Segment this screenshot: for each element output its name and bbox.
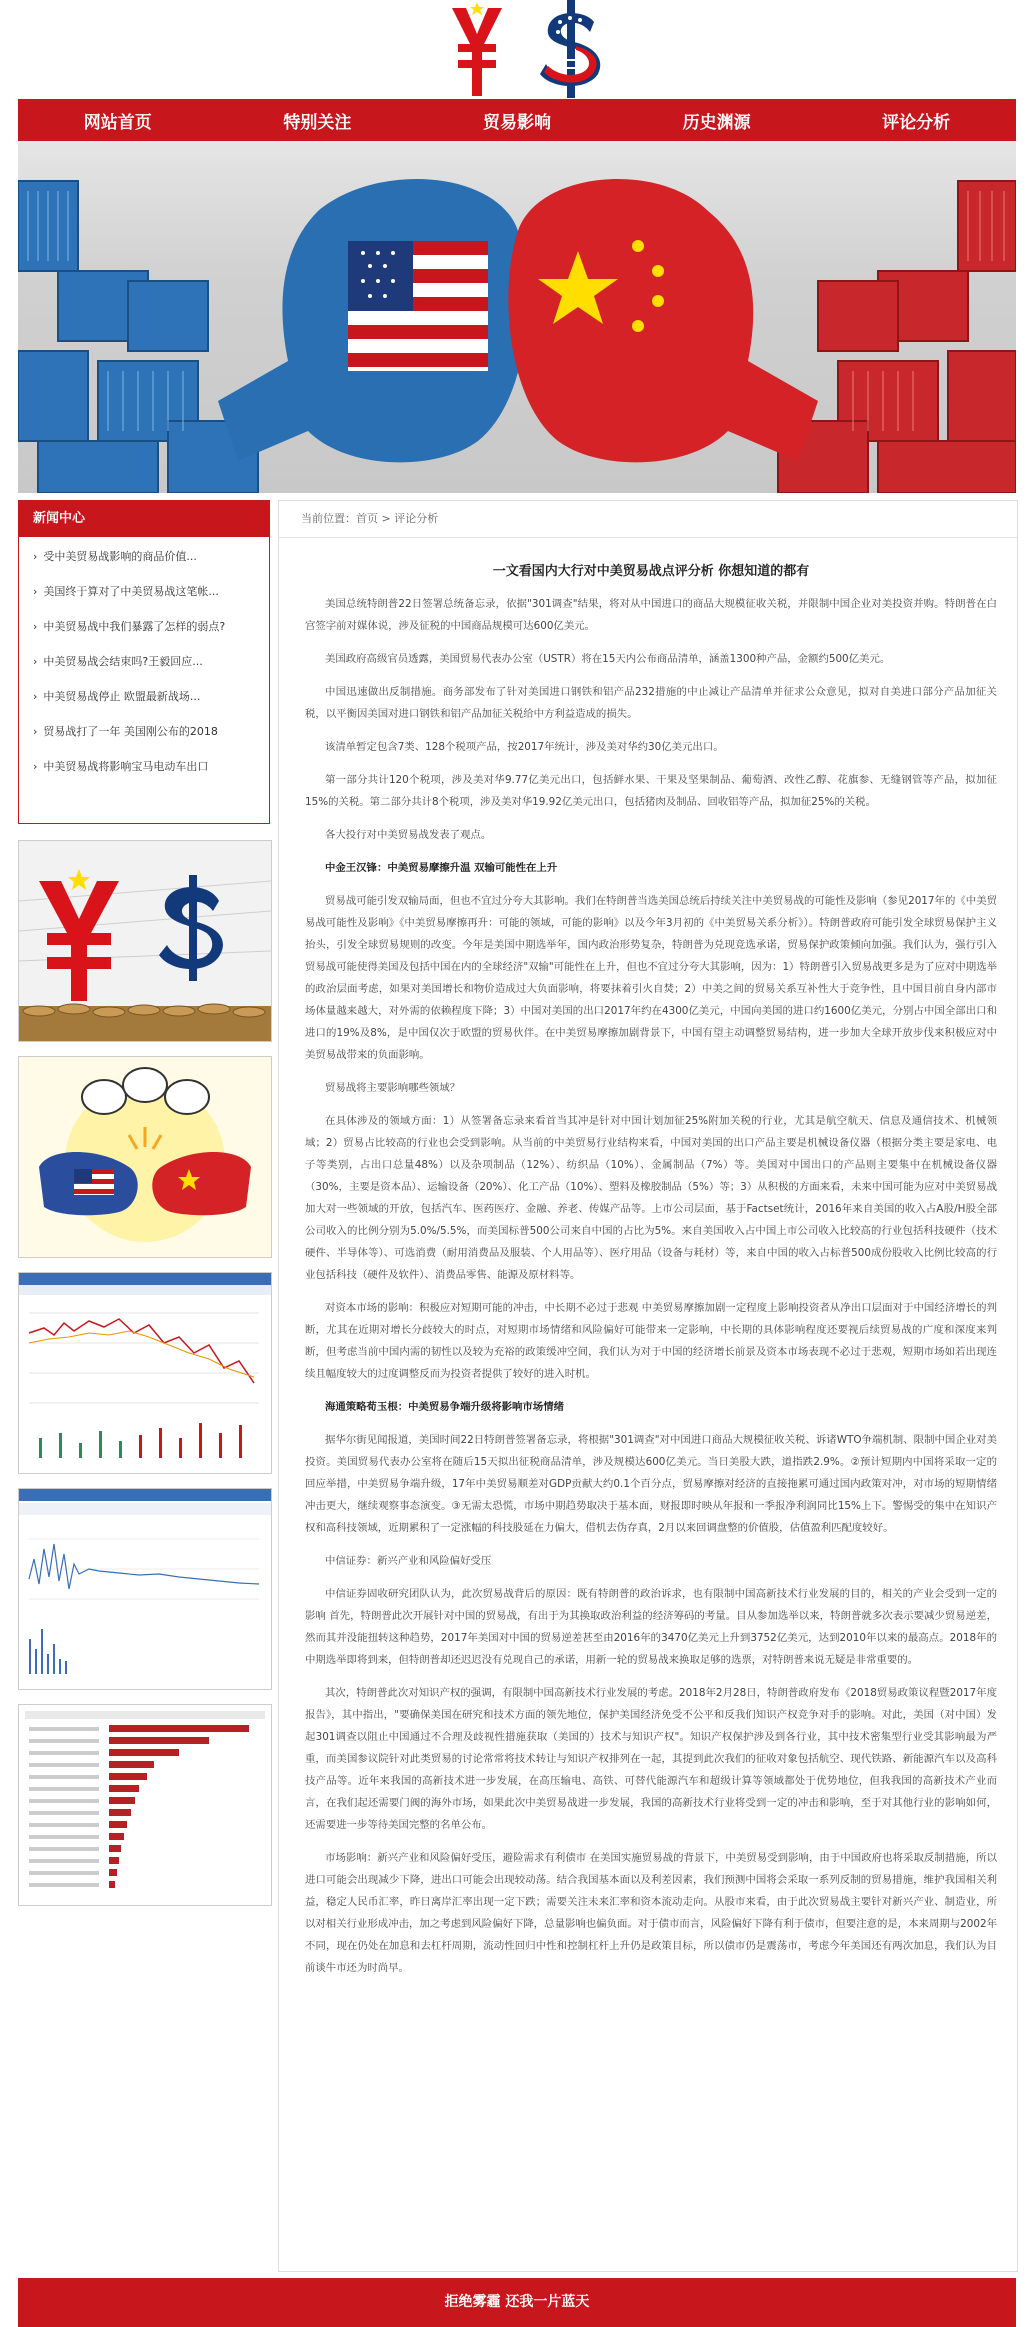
news-item[interactable]: › 中美贸易战将影响宝马电动车出口: [33, 759, 253, 774]
news-item[interactable]: › 美国终于算对了中美贸易战这笔帐...: [33, 584, 253, 599]
news-item[interactable]: › 中美贸易战停止 欧盟最新战场...: [33, 689, 253, 704]
nav-history[interactable]: 历史渊源: [682, 112, 751, 133]
news-item[interactable]: › 受中美贸易战影响的商品价值...: [33, 549, 253, 564]
sidebar-image-currency[interactable]: [18, 840, 272, 1042]
sidebar-image-stock-chart[interactable]: [18, 1272, 272, 1474]
article-paragraph: 中信证券固收研究团队认为，此次贸易战背后的原因：既有特朗普的政治诉求，也有限制中国高新技术行业发展的目的，相关的产业会受到一定的影响 首先，特朗普此次开展针对中国的贸易战，有出于为其换取政治利益的经济筹码的考量。目从参加选举以来，特朗普就多次表示要减少贸易逆差，然而其并没能扭转这种趋势，2017年美国对中国的贸易逆差甚至由2016年的3470亿美元上升到3752亿美元，达到2010年以来的最高点。2018年的中期选举即将到来，但特朗普却还迟迟没有兑现自己的承诺，用新一轮的贸易战来换取足够的选票，对特朗普来说无疑是非常重要的。: [305, 1588, 997, 1666]
article-paragraph: 其次，特朗普此次对知识产权的强调，有限制中国高新技术行业发展的考虑。2018年2月28日，特朗普政府发布《2018贸易政策议程暨2017年度报告》，其中指出，"要确保美国在研究和技术方面的领先地位，保护美国经济免受不公平和反我们知识产权竞争对手的影响。对此，美国（对中国）发起301调查以阻止中国通过不合理及歧视性措施获取（美国的）技术与知识产权"。知识产权保护涉及到各行业，其中技术密集型行业受其影响最为严重，而美国参议院针对此类贸易的讨论常常将技术转让与知识产权排列在一起，其提到此次我们的征收对象包括航空、现代铁路、新能源汽车以及高科技产品等。近年来我国的高新技术进一步发展，在高压输电、高铁、可替代能源汽车和超级计算等领域都处于优势地位，但我我国的高新技术产业而言，在我们起还需要门阀的海外市场，如果此次中美贸易战进一步发展，我国的高新技术行业将受到一定的冲击和影响，至于对其他行业的影响如何，还需要进一步等待美国完整的名单公布。: [305, 1687, 997, 1831]
article-paragraph: 该清单暂定包含7类、128个税项产品，按2017年统计，涉及美对华约30亿美元出口。: [325, 741, 724, 753]
article-paragraph: 美国政府高级官员透露，美国贸易代表办公室（USTR）将在15天内公布商品清单，涵盖1300种产品，金额约500亿美元。: [325, 653, 891, 665]
news-list: [19, 537, 269, 774]
article-body: [305, 593, 997, 1979]
article-paragraph: 第一部分共计120个税项，涉及美对华9.77亿美元出口，包括鲜水果、干果及坚果制品、葡萄酒、改性乙醇、花旗参、无缝钢管等产品，拟加征15%的关税。第二部分共计8个税项，涉及美对华19.92亿美元出口，包括猪肉及制品、回收铝等产品，拟加征25%的关税。: [305, 774, 997, 808]
news-item[interactable]: › 中美贸易战中我们暴露了怎样的弱点?: [33, 619, 253, 634]
article-paragraph: 各大投行对中美贸易战发表了观点。: [325, 829, 492, 841]
trade-war-cartoon-image: [19, 1057, 271, 1257]
currency-coins-image: [19, 841, 271, 1041]
news-item[interactable]: › 贸易战打了一年 美国刚公布的2018: [33, 724, 253, 739]
nav-home[interactable]: 网站首页: [83, 112, 152, 133]
article-subheading: 中金王汉锋：中美贸易摩擦升温 双输可能性在上升: [325, 862, 558, 874]
news-center-title: 新闻中心: [19, 501, 269, 537]
sidebar-image-bar-chart[interactable]: [18, 1704, 272, 1906]
nav-special-focus[interactable]: 特别关注: [283, 112, 352, 133]
sidebar-image-trade-war-cartoon[interactable]: [18, 1056, 272, 1258]
article-paragraph: 中信证券：新兴产业和风险偏好受压: [325, 1555, 492, 1567]
intraday-chart-screenshot-image: [19, 1489, 271, 1689]
main-content: [278, 500, 1018, 2272]
article-paragraph: 贸易战可能引发双输局面，但也不宜过分夸大其影响。我们在特朗普当选美国总统后持续关注中美贸易战的可能性及影响（参见2017年的《中美贸易战可能性及影响》《中美贸易摩擦再升：可能的领域，可能的影响》以及今年3月初的《中美贸易关系分析》）。特朗普政府可能引发全球贸易保护主义抬头，引发全球贸易规则的改变。今年是美国中期选举年，国内政治形势复杂，特朗普为兑现竞选承诺，贸易保护政策倾向加强。我们认为，强行引入贸易战可能使得美国及包括中国在内的全球经济"双输"可能性在上升，但也不宜过分夸大其影响，因为：1）特朗普引入贸易战更多是为了应对中期选举的政治层面考虑，如果对美国增长和物价造成过大负面影响，将要抹着引火自焚；2）中美之间的贸易关系互补性大于竞争性，且中国目前自身内部市场体量越来越大，对外需的依赖程度下降；3）中国对美国的出口2017年约在4300亿美元，中国向美国的进口约1600亿美元，分别占中国全部出口和进口的19%及8%，是中国仅次于欧盟的贸易伙伴。在中美贸易摩擦加剧背景下，中国有望主动调整贸易结构，进一步加大全球开放步伐来积极应对中美贸易战带来的负面影响。: [305, 895, 997, 1061]
news-item[interactable]: › 中美贸易战会结束吗?王毅回应...: [33, 654, 253, 669]
article-paragraph: 市场影响：新兴产业和风险偏好受压，避险需求有利债市 在美国实施贸易战的背景下，中美贸易受到影响，由于中国政府也将采取反制措施，所以进口可能会出现减少下降，进出口可能会出现较动荡。结合我国基本面以及利差因素，我们预测中国将会采取一系列反制的贸易措施，维护我国相关利益，稳定人民币汇率，昨日离岸汇率出现一定下跌；需要关注未来汇率和资本流动走向。从股市来看，由于此次贸易战主要针对新兴产业、制造业，所以对相关行业形成冲击，加之考虑到风险偏好下降，总量影响也偏负面。对于债市而言，风险偏好下降有利于债市，但要注意的是，本来周期与2002年不同，现在仍处在加息和去杠杆周期，流动性回归中性和控制杠杆上升仍是政策目标，所以债市仍是震荡市，考虑今年美国还有两次加息，我们认为目前谈牛市还为时尚早。: [305, 1852, 997, 1974]
sidebar-image-intraday-chart[interactable]: [18, 1488, 272, 1690]
breadcrumb: 当前位置：首页 > 评论分析: [279, 501, 1017, 538]
dollar-logo-icon: [536, 0, 606, 98]
article-paragraph: 中国迅速做出反制措施。商务部发布了针对美国进口钢铁和铝产品232措施的中止减让产品清单并征求公众意见，拟对自美进口部分产品加征关税，以平衡因美国对进口钢铁和铝产品加征关税给中方利益造成的损失。: [305, 686, 997, 720]
article-paragraph: 据华尔街见闻报道，美国时间22日特朗普签署备忘录，将根据"301调查"对中国进口商品大规模征收关税、诉诸WTO争端机制、限制中国企业对美投资。美国贸易代表办公室将在随后15天拟出征税商品清单，涉及规模达600亿美元。当日美股大跌，道指跌2.9%。②预计短期内中国将采取一定的回应举措，中美贸易争端升级，17年中美贸易顺差对GDP贡献大约0.1个百分点，贸易摩擦对经济的直接拖累可通过国内政策对冲，对市场的短期情绪冲击更大，继续观察事态演变。③无需太恐慌，市场中期趋势取决于基本面，财报即时映从年报和一季报净利润同比15%上下。警惕受的集中在知识产权和高科技领域，近期累积了一定涨幅的科技股延在力偏大，借机去伪存真，2月以来回调盘整的价值股，估值盈利匹配度较好。: [305, 1434, 997, 1534]
sidebar: [18, 500, 270, 824]
article-paragraph: 对资本市场的影响：积极应对短期可能的冲击，中长期不必过于悲观 中美贸易摩擦加剧一定程度上影响投资者从净出口层面对于中国经济增长的判断，尤其在近期对增长分歧较大的时点，对短期市场情绪和风险偏好可能带来一定影响，中长期的具体影响程度还要视后续贸易战的广度和深度来判断，但考虑当前中国内需的韧性以及较为充裕的政策缓冲空间，我们认为对于中国的经济增长前景及资本市场表现不必过于悲观，短期市场如若出现连续且幅度较大的过度调整反而为投资者提供了较好的进入时机。: [305, 1302, 997, 1380]
nav-commentary[interactable]: 评论分析: [882, 112, 951, 133]
article-paragraph: 在具体涉及的领域方面：1）从签署备忘录来看首当其冲是针对中国计划加征25%附加关税的行业，尤其是航空航天、信息及通信技术、机械领域；2）贸易占比较高的行业也会受到影响。从当前的中美贸易行业结构来看，中国对美国的出口产品主要是机械设备仪器（根据分类主要是家电、电子等类别，占出口总量48%）以及杂项制品（12%）、纺织品（10%）、金属制品（7%）等。美国对中国出口的产品则主要集中在机械设备仪器（30%，主要是资本品）、运输设备（20%）、化工产品（10%）、塑料及橡胶制品（5%）等；3）从积极的方面来看，未来中国可能为应对中美贸易战加大对一些领域的开放，包括汽车、医药医疗、金融、养老、传媒产品等。上市公司层面，基于Factset统计，2016年来自美国的收入占A股/H股全部公司收入的比例分别为5.0%/5.5%，而美国标普500公司来自中国的占比为5%。来自美国收入占中国上市公司收入比较高的行业包括科技硬件（技术硬件、半导体等）、可选消费（耐用消费品及服装、个人用品等）、医疗用品（设备与耗材）等，来自中国的收入占标普500成份股收入比例比较高的行业包括科技（硬件及软件）、消费品零售、能源及原材料等。: [305, 1115, 997, 1281]
footer-banner: 拒绝雾霾 还我一片蓝天: [18, 2278, 1016, 2327]
hero-banner: [18, 141, 1016, 493]
news-center-panel: [18, 500, 270, 824]
main-nav: [18, 99, 1016, 141]
stock-chart-screenshot-image: [19, 1273, 271, 1473]
article-paragraph: 美国总统特朗普22日签署总统备忘录，依据"301调查"结果，将对从中国进口的商品大规模征收关税，并限制中国企业对美投资并购。特朗普在白宫签字前对媒体说，涉及征税的中国商品规模可达600亿美元。: [305, 598, 997, 632]
article-paragraph: 贸易战将主要影响哪些领域？: [325, 1082, 461, 1094]
site-logo[interactable]: [418, 0, 618, 98]
nav-trade-impact[interactable]: 贸易影响: [482, 112, 551, 133]
article-title: 一文看国内大行对中美贸易战点评分析 你想知道的都有: [492, 564, 810, 579]
boxing-gloves-banner-image: [18, 141, 1016, 493]
yen-logo-icon: [446, 0, 508, 98]
article-subheading: 海通策略荀玉根：中美贸易争端升级将影响市场情绪: [325, 1401, 564, 1413]
horizontal-bar-chart-image: [19, 1705, 271, 1905]
article: [279, 560, 1017, 1979]
